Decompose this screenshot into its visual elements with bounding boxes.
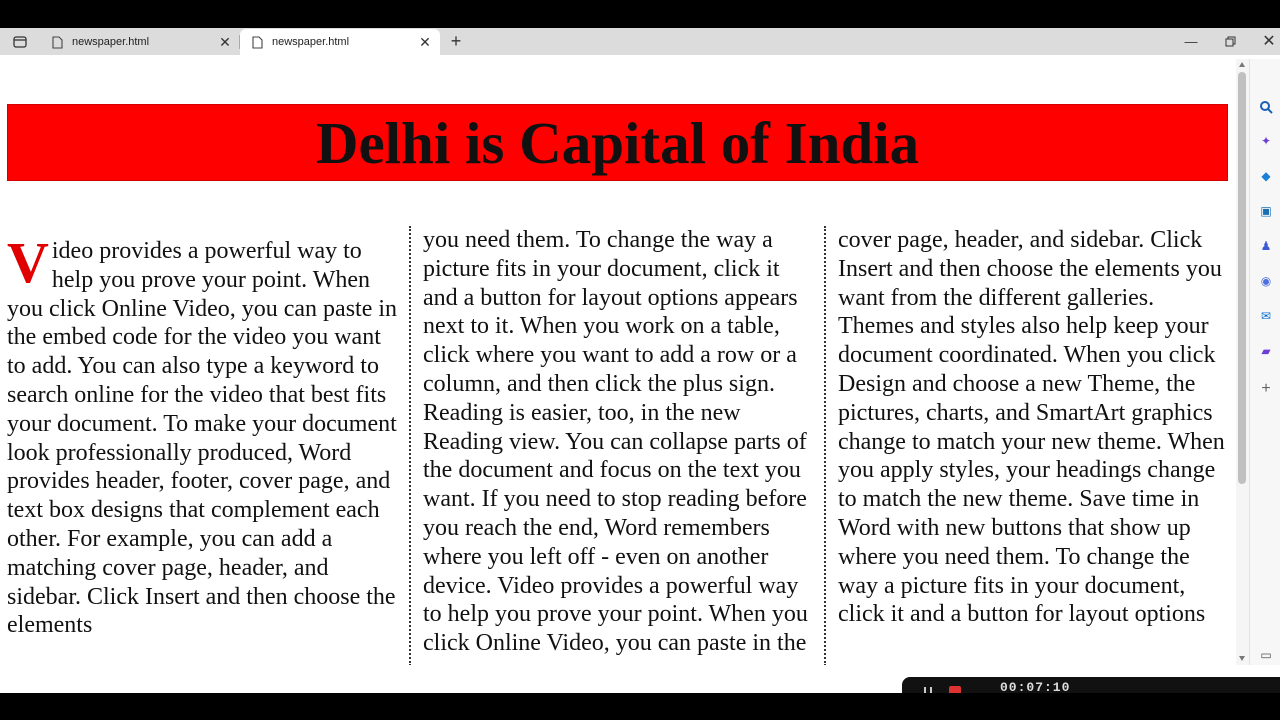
tab-title: newspaper.html	[72, 36, 150, 48]
drop-cap: V	[7, 230, 49, 295]
column-text: ideo provides a powerful way to help you prove your point. When you click Online Video, you can paste in the embed code for the video you want to add. You can also type a keyword to search online for the video that best fits your document. To make your document look professionally produced, Word provides header, footer, cover page, and text box designs that complement each other. For example, you can add a matching cover page, header, and sidebar. Click Insert and then choose the elements	[7, 238, 398, 639]
column-text: cover page, header, and sidebar. Click Insert and then choose the elements you want from the different galleries. Themes and styles also help keep your document coordinated. When you click Design and choose a new Theme, the pictures, charts, and SmartArt graphics change to match your new theme. When you apply styles, your headings change to match the new theme. Save time in Word with new buttons that show up where you need them. To change the way a picture fits in your document, click it and a button for layout options	[838, 227, 1225, 628]
office-icon[interactable]: ◉	[1260, 274, 1272, 288]
copilot-icon[interactable]: ✦	[1260, 134, 1272, 148]
edge-sidebar	[1249, 59, 1280, 665]
recording-time: 00:07:10	[1000, 680, 1071, 693]
article-column-3	[838, 226, 1233, 629]
shopping-tag-icon[interactable]: ◆	[1261, 169, 1271, 183]
tab-close-icon[interactable]: ✕	[219, 33, 231, 50]
tab-newspaper-2[interactable]	[240, 29, 440, 55]
tools-icon[interactable]: ▣	[1260, 204, 1272, 218]
tab-newspaper-1[interactable]	[40, 29, 240, 55]
tab-close-icon[interactable]: ✕	[419, 33, 431, 50]
screen-recorder-overlay	[902, 677, 1280, 693]
games-icon[interactable]: ♟	[1260, 239, 1272, 253]
tab-actions-icon[interactable]	[8, 33, 32, 51]
column-text: you need them. To change the way a picture fits in your document, click it and a button for layout options appears next to it. When you work on a table, click where you want to add a row or a column, and then click the plus sign. Reading is easier, too, in the new Reading view. You can collapse parts of the document and focus on the text you want. If you need to stop reading before you reach the end, Word remembers where you left off - even on another device. Video provides a powerful way to help you prove your point. When you click Online Video, you can paste in the	[423, 227, 808, 657]
article-column-1	[7, 230, 402, 640]
minimize-icon[interactable]: —	[1184, 33, 1198, 49]
search-icon[interactable]	[1258, 99, 1274, 115]
close-window-icon[interactable]: ✕	[1262, 33, 1276, 50]
tab-strip	[0, 28, 1280, 55]
page-content	[0, 59, 1236, 665]
headline: Delhi is Capital of India	[7, 104, 1228, 181]
maximize-icon[interactable]	[1215, 31, 1245, 51]
pause-icon[interactable]	[924, 687, 932, 693]
screen-bottom-strip	[0, 693, 1280, 720]
column-divider	[824, 226, 826, 665]
scroll-up-icon[interactable]	[1239, 62, 1245, 67]
add-sidebar-app-icon[interactable]: +	[1261, 380, 1271, 397]
vertical-scrollbar[interactable]	[1236, 59, 1249, 665]
drop-icon[interactable]: ▰	[1261, 344, 1271, 358]
outlook-icon[interactable]: ✉	[1260, 309, 1272, 323]
scroll-down-icon[interactable]	[1239, 656, 1245, 661]
tab-title: newspaper.html	[272, 36, 350, 48]
page-icon	[250, 35, 264, 49]
page-icon	[50, 35, 64, 49]
record-stop-icon[interactable]	[949, 686, 961, 693]
sidebar-settings-icon[interactable]: ▭	[1260, 648, 1272, 662]
scrollbar-thumb[interactable]	[1238, 72, 1246, 484]
new-tab-icon[interactable]: +	[450, 30, 462, 51]
article-column-2	[423, 226, 818, 658]
column-divider	[409, 226, 411, 665]
